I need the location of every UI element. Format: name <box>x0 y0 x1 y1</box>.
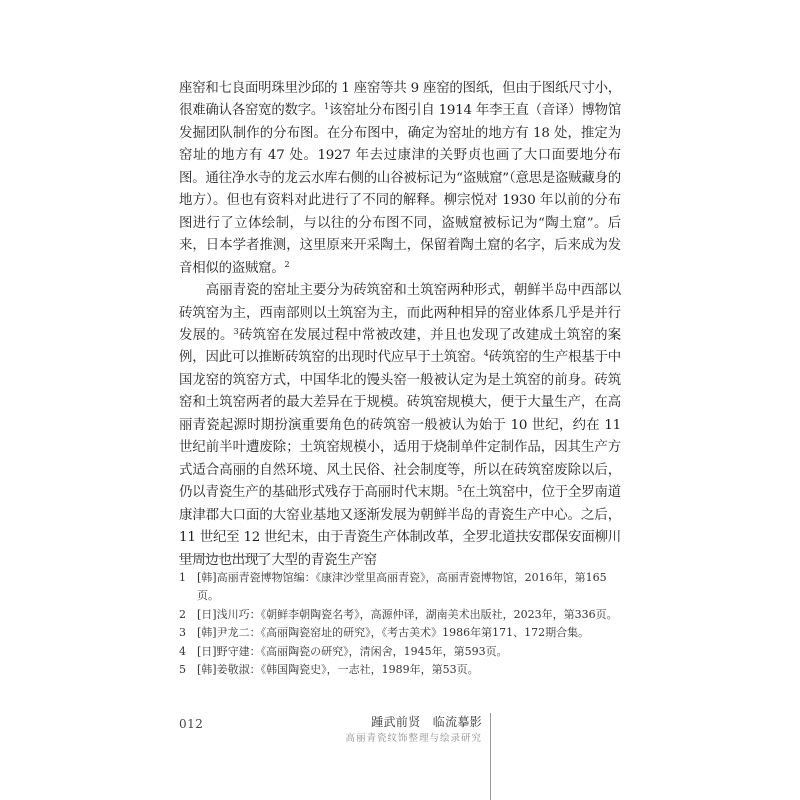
footnote-text: [韩]姜敬淑：《韩国陶瓷史》，一志社，1989年，第53页。 <box>197 663 479 677</box>
text-run: 砖筑窑的生产根基于中国龙窑的筑窑方式，中国华北的馒头窑一般被认定为是土筑窑的前身。砖筑窑和土筑窑两者的最大差异在于规模。砖筑窑规模大，便于大量生产，在高丽青瓷起源时期扮演重要角色的砖筑窑一般被认为始于 10 世纪，约在 11 世纪前半叶遭废除；土筑窑规模小，适用于烧制单件定制作品，因其生产方式适合高丽的自然环境、风土民俗、社会制度等，所以在砖筑窑废除以后，仍以青瓷生产的基础形式残存于高丽时代末期。 <box>179 350 622 501</box>
footnote-ref-1[interactable]: 1 <box>324 102 329 112</box>
paragraph-1 <box>179 78 621 280</box>
text-run: 砖筑窑在发展过程中常被改建，并且也发现了改建成土筑窑的案例，因此可以推断砖筑窑的出现时代应早于土筑窑。 <box>179 327 621 366</box>
footnote-number: 1 <box>179 571 186 584</box>
text-run: 座窑和七良面明珠里沙邱的 1 座窑等共 9 座窑的图纸，但由于图纸尺寸小，很难确认各窑宽的数字。 <box>179 81 621 119</box>
text-run: 高丽青瓷的窑址主要分为砖筑窑和土筑窑两种形式，朝鲜半岛中西部以砖筑窑为主，西南部则以土筑窑为主，而此两种相异的窑业体系几乎是并行发展的。 <box>179 283 621 343</box>
footnote-text: [日]浅川巧：《朝鲜李朝陶瓷名考》，高源仲译，湖南美术出版社，2023年，第336页。 <box>197 607 618 621</box>
footnote-item <box>179 661 621 679</box>
footnote-item <box>179 606 621 624</box>
footnote-number: 5 <box>179 663 186 677</box>
footnote-divider <box>179 556 265 557</box>
text-run: 该窑址分布图引自 1914 年李王直（音译）博物馆发掘团队制作的分布图。在分布图中，确定为窑址的地方有 18 处，推定为窑址的地方有 47 处。1927 年去过康津的关野贞也画了大口面要地分布图。通往净水寺的龙云水库右侧的山谷被标记为“盗贼窟”（意思是盗贼藏身的地方）。但也有资料对此进行了不同的解释。柳宗悦对 1930 年以前的分布图进行了立体绘制，与以往的分布图不同，盗贼窟被标记为“陶土窟”。后来，日本学者推测，这里原来开采陶土，保留着陶土窟的名字，后来成为发音相似的盗贼窟。 <box>179 103 622 276</box>
main-text <box>179 78 621 572</box>
footnote-text: [韩]高丽青瓷博物馆编：《康津沙堂里高丽青瓷》，高丽青瓷博物馆，2016年，第165页。 <box>197 571 607 603</box>
book-title: 踵武前贤 临流摹影 <box>371 715 482 729</box>
footnote-ref-4[interactable]: 4 <box>483 349 489 359</box>
footnote-number: 2 <box>179 607 186 621</box>
footnote-text: [日]野守建：《高丽陶瓷の研究》，清闲舍，1945年，第593页。 <box>197 644 508 658</box>
footnote-item <box>179 643 621 661</box>
text-run: 在土筑窑中，位于全罗南道康津郡大口面的大窑业基地又逐渐发展为朝鲜半岛的青瓷生产中心。之后，11 世纪至 12 世纪末，由于青瓷生产体制改革，全罗北道扶安郡保安面柳川里周边也出现了大型的青瓷生产窑 <box>179 485 621 568</box>
footnotes <box>179 569 621 679</box>
footnote-number: 4 <box>179 644 186 658</box>
footnote-number: 3 <box>179 626 186 640</box>
footnote-text: [韩]尹龙二：《高丽陶瓷窑址的研究》，《考古美术》1986年第171、172期合集。 <box>197 626 590 640</box>
running-head <box>345 713 482 747</box>
page-number: 012 <box>179 717 204 731</box>
footnote-ref-5[interactable]: 5 <box>457 484 463 494</box>
footnote-item <box>179 569 621 606</box>
book-subtitle: 高丽青瓷纹饰整理与绘录研究 <box>345 733 482 744</box>
footnote-ref-2[interactable]: 2 <box>284 259 290 269</box>
footer-vertical-rule <box>490 713 491 800</box>
footnote-ref-3[interactable]: 3 <box>233 326 239 336</box>
footnote-item <box>179 624 621 642</box>
paragraph-2 <box>179 280 621 572</box>
